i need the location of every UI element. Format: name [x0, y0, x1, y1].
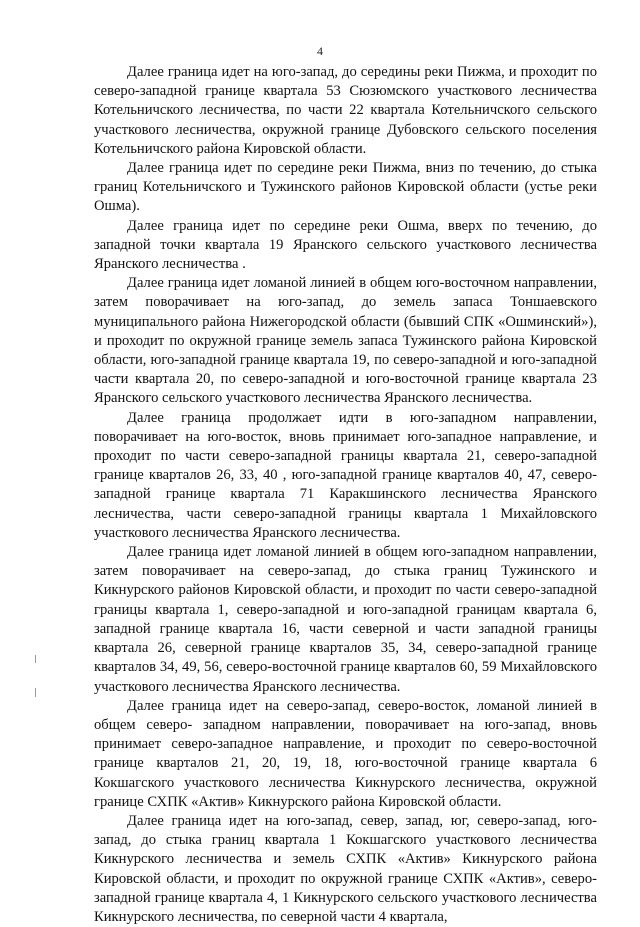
margin-mark	[35, 688, 36, 697]
paragraph: Далее граница идет по середине реки Пижма, вниз по течению, до стыка границ Котельничского и Тужинского районов Кировской области (устье реки Ошма).	[94, 160, 597, 215]
paragraph: Далее граница продолжает идти в юго-западном направлении, поворачивает на юго-восток, вновь принимает юго-западное направление, и проходит по части северо-западной границы квартала 21, северо-западной границе кварталов 26, 33, 40 , юго-западной границе кварталов 40, 47, северо-западной границе квартала 71 Каракшинского лесничества Яранского лесничества, части северо-западной границы квартала 1 Михайловского участкового лесничества Яранского лесничества.	[94, 409, 597, 541]
paragraph: Далее граница идет ломаной линией в общем юго-западном направлении, затем поворачивает на северо-запад, до стыка границ Тужинского и Кикнурского районов Кировской области, и проходит по части северо-западной границы квартала 1, северо-западной и юго-западной границам квартала 6, западной границе квартала 16, части северной и части западной границы квартала 26, северной границе кварталов 35, 34, северо-западной границе кварталов 34, 49, 56, северо-восточной границе кварталов 60, 59 Михайловского участкового лесничества Яранского лесничества.	[94, 544, 597, 695]
paragraph: Далее граница идет на юго-запад, север, запад, юг, северо-запад, юго-запад, до стыка границ квартала 1 Кокшагского участкового лесничества Кикнурского лесничества и земель СХПК «Актив» Кикнурского района Кировской области, и проходит по окружной границе СХПК «Актив», северо-западной границе квартала 4, 1 Кикнурского сельского участкового лесничества Кикнурского лесничества, по северной части 4 квартала,	[94, 812, 597, 925]
margin-mark	[35, 655, 36, 663]
page-number: 4	[317, 44, 323, 58]
document-body	[94, 63, 597, 927]
paragraph: Далее граница идет по середине реки Ошма, вверх по течению, до западной точки квартала 19 Яранского сельского участкового лесничества Яранского лесничества .	[94, 217, 597, 273]
paragraph: Далее граница идет на юго-запад, до середины реки Пижма, и проходит по северо-западной границе квартала 53 Сюзюмского участкового лесничества Котельничского лесничества, по части 22 квартала Котельничского сельского участкового лесничества, окружной границе Дубовского сельского поселения Котельничского района Кировской области.	[94, 64, 597, 157]
paragraph: Далее граница идет ломаной линией в общем юго-восточном направлении, затем поворачивает на юго-запад, до земель запаса Тоншаевского муниципального района Нижегородской области (бывший СПК «Ошминский»), и проходит по окружной границе земель запаса Тужинского района Кировской области, юго-западной границе квартала 19, по северо-западной и юго-западной части квартала 20, по северо-западной и юго-восточной границе квартала 23 Яранского сельского участкового лесничества Яранского лесничества.	[94, 275, 597, 407]
paragraph: Далее граница идет на северо-запад, северо-восток, ломаной линией в общем северо- западном направлении, поворачивает на юго-запад, вновь принимает северо-западное направление, и проходит по северо-восточной границе кварталов 21, 20, 19, 18, юго-восточной границе квартала 6 Кокшагского участкового лесничества Кикнурского лесничества, окружной границе СХПК «Актив» Кикнурского района Кировской области.	[94, 697, 597, 810]
